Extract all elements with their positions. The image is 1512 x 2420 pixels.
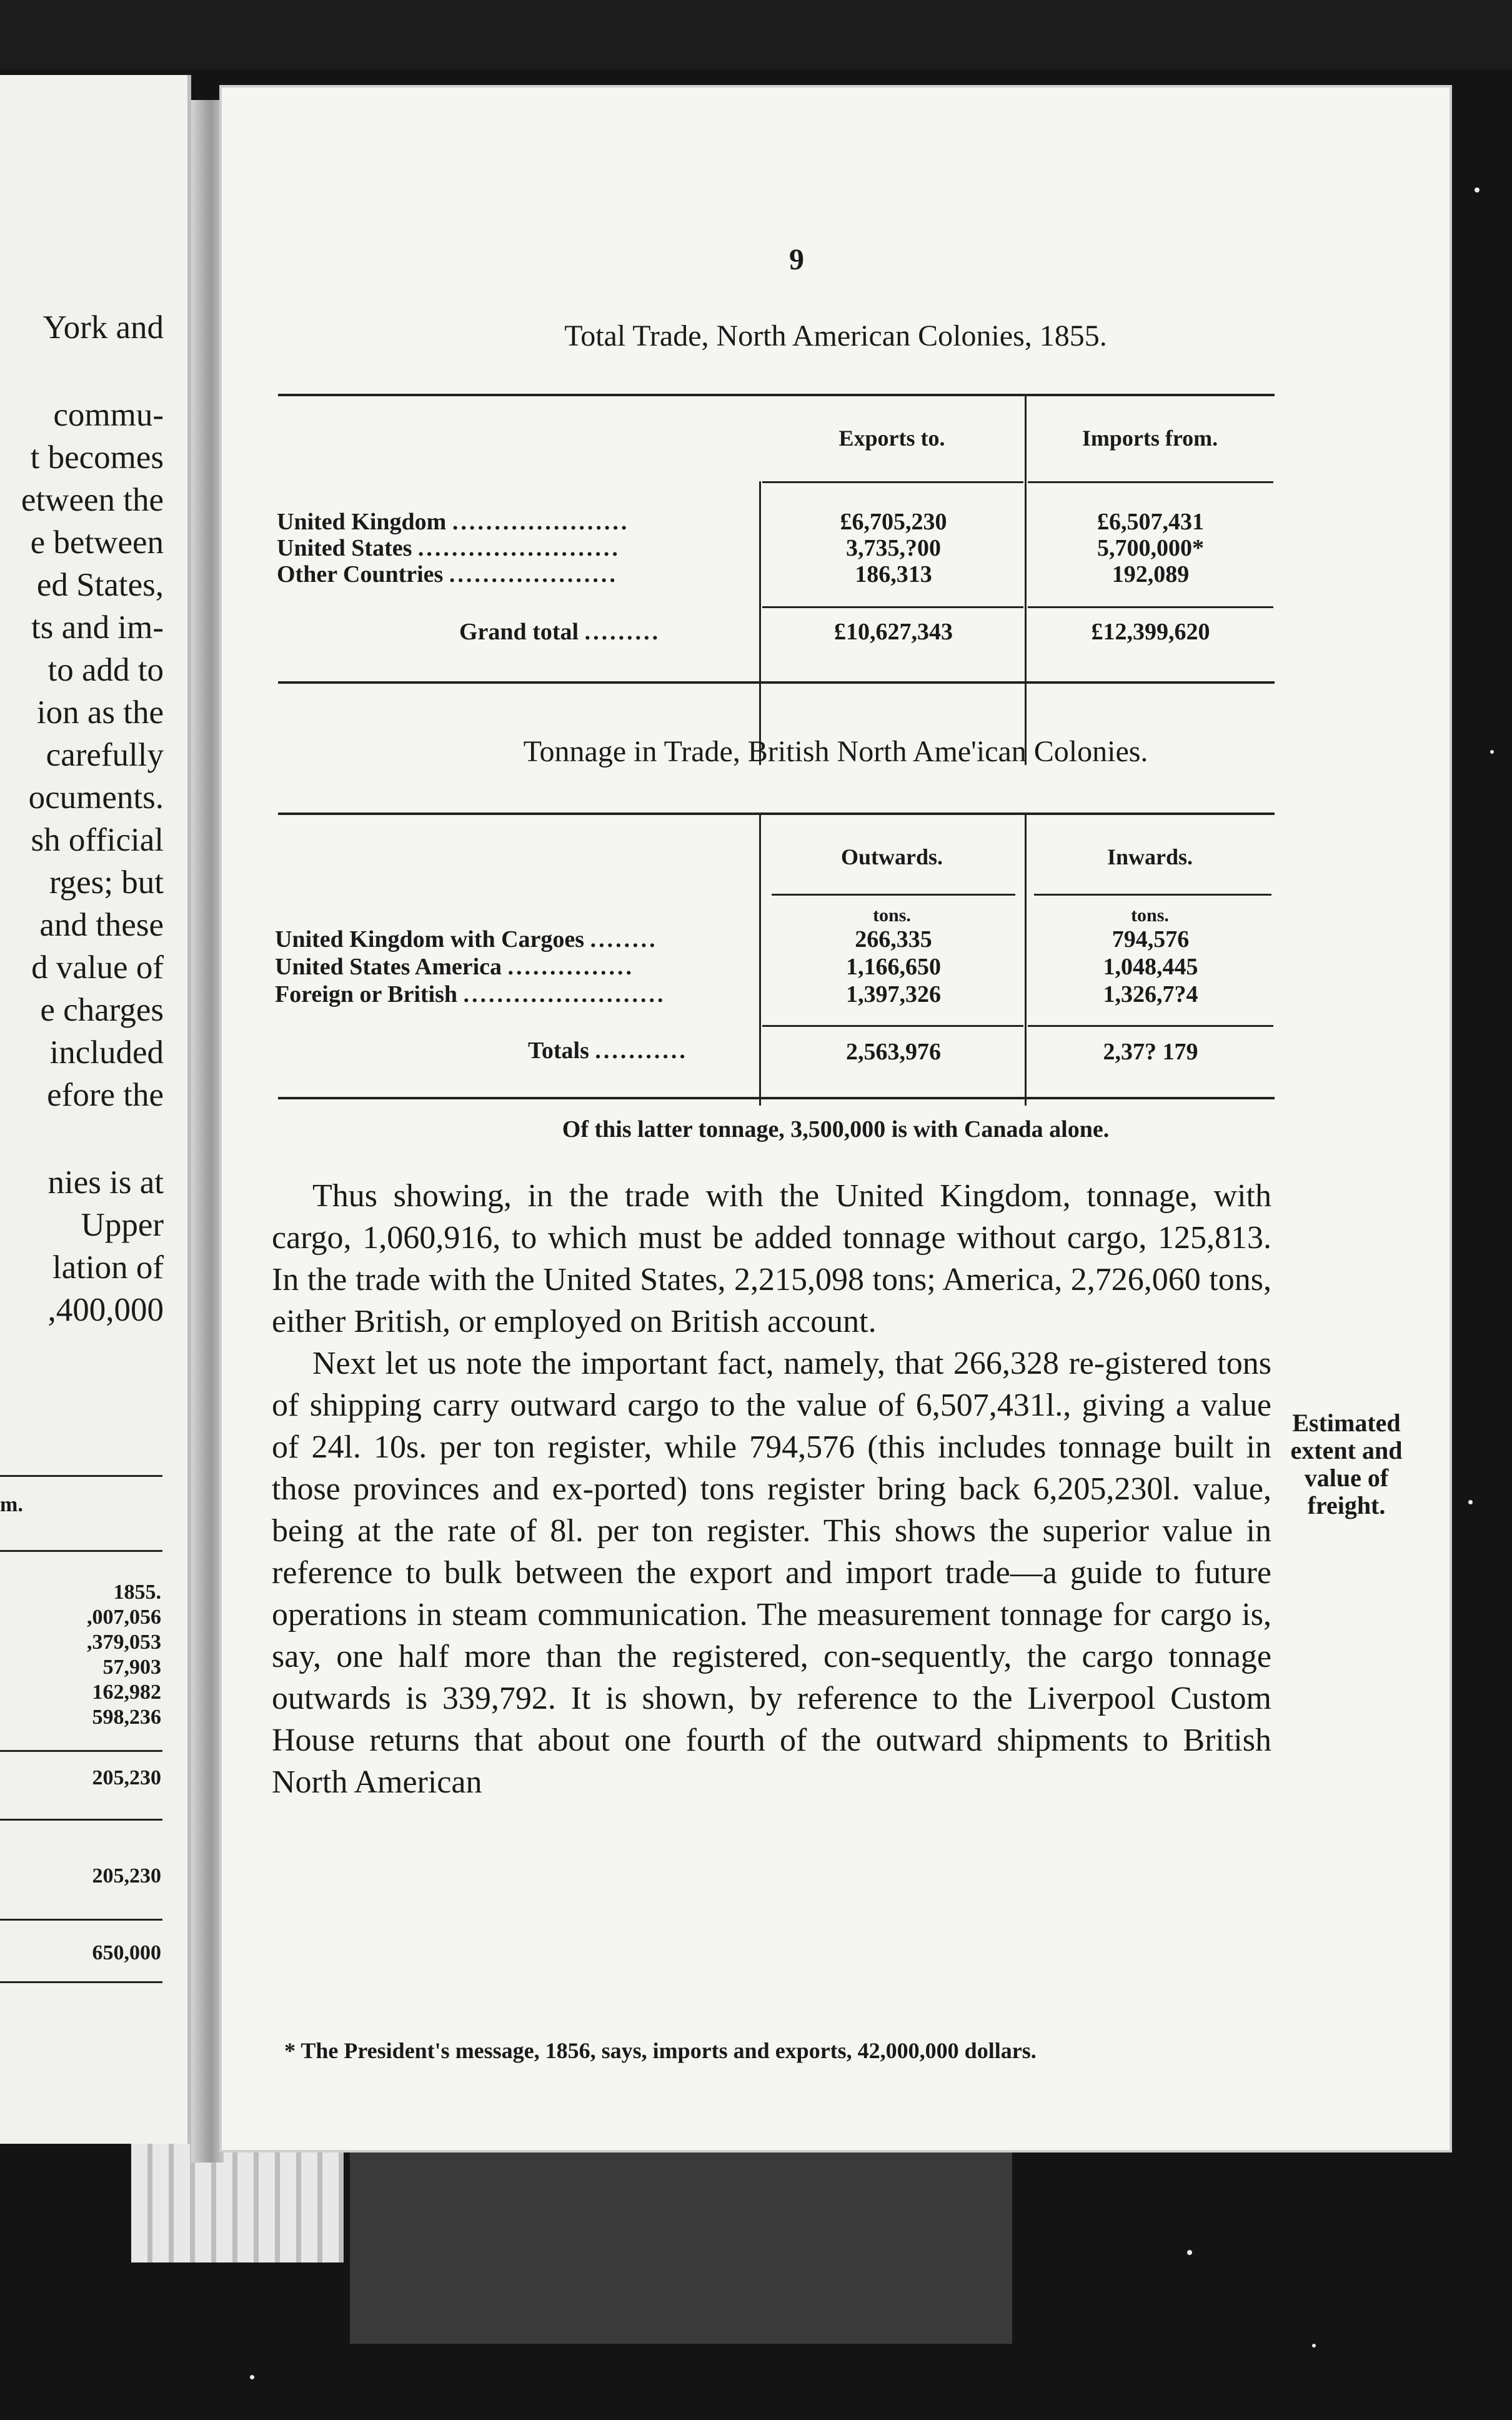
- table2-total-inwards: 2,37? 179: [1103, 1039, 1198, 1065]
- table2-inwards-cell: 1,326,7?4: [1103, 981, 1198, 1008]
- book-binding: [191, 100, 224, 2162]
- left-table-rule: [0, 1819, 162, 1821]
- table1-imports-cell: 192,089: [1112, 561, 1190, 588]
- table2-total-label: Totals ...........: [528, 1038, 688, 1064]
- left-table-rule: [0, 1550, 162, 1552]
- left-table-rule: [0, 1919, 162, 1921]
- table1-exports-cell: 3,735,?00: [846, 535, 941, 561]
- left-table-total: 650,000: [92, 1941, 161, 1964]
- left-page-line: ocuments.: [28, 779, 164, 816]
- col-header-exports: Exports to.: [838, 426, 945, 451]
- paragraph: Thus showing, in the trade with the United Kingdom, tonnage, with cargo, 1,060,916, to which must be added tonnage without cargo, 125,813. In the trade with the United States, 2,215,098 tons; America, 2,726,060 tons, either British, or employed on British account.: [272, 1178, 1271, 1339]
- table1-total-exports: £10,627,343: [834, 619, 953, 645]
- margin-note: Estimated extent and value of freight.: [1290, 1409, 1403, 1519]
- left-page-line: York and: [42, 309, 164, 346]
- left-table-total: 205,230: [92, 1864, 161, 1888]
- left-page: [0, 75, 191, 2144]
- left-page-line: etween the: [21, 482, 164, 518]
- unit-label: tons.: [1131, 905, 1169, 926]
- table2-row-label: United States America ...............: [275, 954, 635, 980]
- table1-imports-cell: £6,507,431: [1097, 509, 1204, 535]
- left-page-line: to add to: [47, 652, 164, 688]
- speck: [250, 2375, 254, 2379]
- table1-total-label: Grand total .........: [459, 619, 661, 645]
- total-rule: [762, 606, 1023, 608]
- header-rule: [762, 481, 1023, 483]
- left-table-value: ,007,056: [87, 1606, 161, 1629]
- left-page-line: rges; but: [49, 864, 164, 901]
- total-rule: [1028, 1025, 1273, 1027]
- left-page-line: e between: [30, 524, 164, 561]
- table2-inwards-cell: 794,576: [1112, 926, 1190, 952]
- left-table-year: 1855.: [113, 1581, 161, 1604]
- left-page-line: efore the: [47, 1077, 164, 1113]
- table1-row-label: Other Countries ....................: [277, 561, 618, 588]
- table1-exports-cell: 186,313: [855, 561, 932, 588]
- left-table-value: ,379,053: [87, 1631, 161, 1654]
- table1-row-label: United Kingdom .....................: [277, 509, 630, 535]
- table2-outwards-cell: 1,166,650: [846, 954, 941, 980]
- left-page-line: sh official: [31, 822, 164, 858]
- header-rule: [1034, 894, 1271, 896]
- page-number: 9: [789, 243, 804, 276]
- table1-row-label: United States ........................: [277, 535, 620, 561]
- table1-total-imports: £12,399,620: [1091, 619, 1210, 645]
- page-shadow: [350, 2150, 1012, 2344]
- speck: [1187, 2250, 1192, 2255]
- left-table-rule: [0, 1981, 162, 1983]
- left-page-line: and these: [39, 907, 164, 943]
- left-table-value: 162,982: [92, 1681, 161, 1704]
- left-page-line: t becomes: [30, 439, 164, 476]
- table1-imports-cell: 5,700,000*: [1097, 535, 1204, 561]
- left-page-line: carefully: [46, 737, 164, 773]
- left-table-rule: [0, 1750, 162, 1752]
- col-header-imports: Imports from.: [1082, 426, 1218, 451]
- table2-title: Tonnage in Trade, British North Ame'ican Colonies.: [523, 735, 1148, 768]
- header-rule: [772, 894, 1015, 896]
- table1-divider: [759, 481, 761, 765]
- left-table-label: m.: [0, 1493, 23, 1516]
- table2-row-label: United Kingdom with Cargoes ........: [275, 926, 658, 952]
- table2-row-label: Foreign or British ........................: [275, 981, 666, 1008]
- table2-top-rule: [278, 812, 1275, 815]
- table1-exports-cell: £6,705,230: [840, 509, 947, 535]
- total-rule: [762, 1025, 1023, 1027]
- footnote: * The President's message, 1856, says, imports and exports, 42,000,000 dollars.: [284, 2038, 1037, 2063]
- col-header-inwards: Inwards.: [1107, 844, 1193, 869]
- left-page-line: ts and im-: [31, 609, 164, 646]
- left-page-line: lation of: [52, 1249, 164, 1286]
- speck: [1312, 2344, 1316, 2348]
- table1-top-rule: [278, 394, 1275, 396]
- table2-inwards-cell: 1,048,445: [1103, 954, 1198, 980]
- table2-outwards-cell: 266,335: [855, 926, 932, 952]
- left-table-rule: [0, 1475, 162, 1477]
- book-edge: [131, 2138, 344, 2262]
- left-page-line: ed States,: [36, 567, 164, 603]
- speck: [1468, 1500, 1473, 1504]
- paragraph: Next let us note the important fact, namely, that 266,328 re-gistered tons of shipping carry outward cargo to the value of 6,507,431l., giving a value of 24l. 10s. per ton register, while 794,576 (this includes tonnage built in those provinces and ex-ported) tons register bring back 6,205,230l. value, being at the rate of 8l. per ton register. This shows the superior value in reference to bulk between the export and import trade—a guide to future operations in steam communication. The measurement tonnage for cargo is, say, one half more than the registered, con-sequently, the cargo tonnage outwards is 339,792. It is shown, by reference to the Liverpool Custom House returns that about one fourth of the outward shipments to British North American: [272, 1346, 1271, 1800]
- body-text: [272, 1175, 1271, 1803]
- left-page-line: d value of: [31, 949, 164, 986]
- main-page: [222, 88, 1450, 2150]
- speck: [1475, 188, 1480, 192]
- header-rule: [1028, 481, 1273, 483]
- left-page-line: Upper: [81, 1207, 164, 1243]
- left-page-line: nies is at: [47, 1164, 164, 1201]
- left-table-total: 205,230: [92, 1766, 161, 1789]
- speck: [1490, 750, 1494, 754]
- table2-total-outwards: 2,563,976: [846, 1039, 941, 1065]
- table2-bottom-rule: [278, 1097, 1275, 1099]
- left-page-line: included: [49, 1034, 164, 1071]
- table1-divider: [1025, 396, 1027, 765]
- table2-outwards-cell: 1,397,326: [846, 981, 941, 1008]
- left-page-line: e charges: [40, 992, 164, 1028]
- background: [0, 0, 1512, 69]
- left-page-line: ion as the: [36, 694, 164, 731]
- left-page-line: commu-: [53, 397, 164, 433]
- col-header-outwards: Outwards.: [840, 844, 943, 869]
- table1-title: Total Trade, North American Colonies, 1855.: [564, 319, 1107, 352]
- left-table-value: 57,903: [102, 1656, 161, 1679]
- left-page-line: ,400,000: [47, 1292, 164, 1328]
- left-table-value: 598,236: [92, 1706, 161, 1729]
- total-rule: [1028, 606, 1273, 608]
- table-note: Of this latter tonnage, 3,500,000 is with Canada alone.: [562, 1116, 1110, 1142]
- table1-bottom-rule: [278, 681, 1275, 684]
- unit-label: tons.: [873, 905, 911, 926]
